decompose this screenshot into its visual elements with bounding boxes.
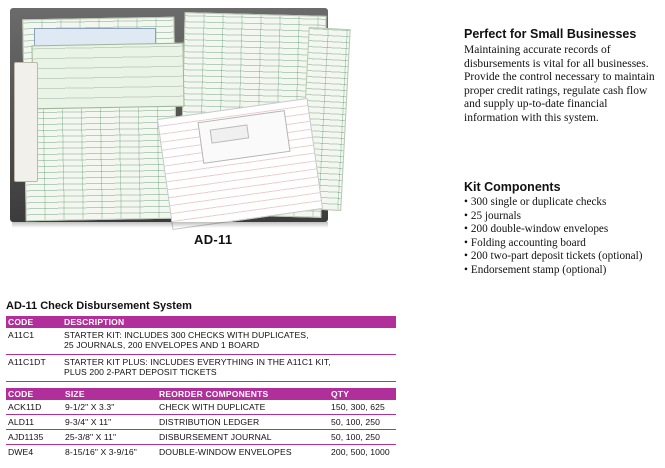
list-item: • 200 double-window envelopes <box>464 223 662 237</box>
table-row <box>6 355 396 382</box>
product-caption: AD-11 <box>194 232 233 247</box>
header-code: CODE <box>6 388 63 400</box>
header-description: DESCRIPTION <box>62 316 396 328</box>
table-row <box>6 415 396 430</box>
intro-section <box>464 27 662 125</box>
list-item: • 300 single or duplicate checks <box>464 196 662 210</box>
system-title: AD-11 Check Disbursement System <box>6 300 192 312</box>
table-header-row <box>6 316 396 328</box>
kits-table <box>6 316 396 382</box>
header-size: SIZE <box>63 388 157 400</box>
cell-component: DISTRIBUTION LEDGER <box>157 415 329 430</box>
kit-heading: Kit Components <box>464 180 561 194</box>
cell-description <box>62 355 396 382</box>
header-component: REORDER COMPONENTS <box>157 388 329 400</box>
intro-heading: Perfect for Small Businesses <box>464 27 637 41</box>
cell-component: CHECK WITH DUPLICATE <box>157 400 329 415</box>
list-item: • Endorsement stamp (optional) <box>464 264 662 278</box>
check-form <box>31 43 184 110</box>
header-qty: QTY <box>329 388 396 400</box>
description-line: STARTER KIT PLUS: INCLUDES EVERYTHING IN THE A11C1 KIT, <box>64 357 331 367</box>
cell-component: DISBURSEMENT JOURNAL <box>157 430 329 445</box>
product-photo <box>4 4 339 236</box>
cell-code: AJD1135 <box>6 430 63 445</box>
cell-description <box>62 328 396 355</box>
cell-code: DWE4 <box>8 447 34 457</box>
list-item: • Folding accounting board <box>464 237 662 251</box>
list-item: • 25 journals <box>464 210 662 224</box>
cell-size: 8-15/16" X 3-9/16" <box>65 447 137 457</box>
header-code: CODE <box>6 316 62 328</box>
cell-size: 9-3/4" X 11" <box>63 415 157 430</box>
table-row <box>6 445 396 460</box>
cell-code: ALD11 <box>6 415 63 430</box>
table-row <box>6 430 396 445</box>
table-row <box>6 328 396 355</box>
cell-code: A11C1 <box>6 328 62 355</box>
description-line: 25 JOURNALS, 200 ENVELOPES AND 1 BOARD <box>64 340 260 350</box>
cell-size: 9-1/2" X 3.3" <box>63 400 157 415</box>
description-line: PLUS 200 2-PART DEPOSIT TICKETS <box>64 367 217 377</box>
list-item: • 200 two-part deposit tickets (optional) <box>464 250 662 264</box>
cell-qty: 50, 100, 250 <box>329 415 396 430</box>
envelope-window <box>210 124 250 143</box>
binder-strap <box>14 62 38 182</box>
kit-components-section <box>464 180 662 278</box>
cell-code: A11C1DT <box>6 355 62 382</box>
cell-qty: 200, 500, 1000 <box>331 447 390 457</box>
cell-qty: 150, 300, 625 <box>329 400 396 415</box>
cell-component: DOUBLE-WINDOW ENVELOPES <box>159 447 292 457</box>
kit-list <box>464 196 662 278</box>
photo-shadow <box>12 222 328 228</box>
cell-qty: 50, 100, 250 <box>329 430 396 445</box>
intro-body: Maintaining accurate records of disbursements is vital for all businesses. Provide the control necessary to maintain proper credit ratings, regulate cash flow and supply up-to-date financial information with this system. <box>464 44 655 124</box>
cell-code: ACK11D <box>6 400 63 415</box>
reorder-table <box>6 388 396 459</box>
table-row <box>6 400 396 415</box>
cell-size: 25-3/8" X 11" <box>63 430 157 445</box>
table-header-row <box>6 388 396 400</box>
description-line: STARTER KIT: INCLUDES 300 CHECKS WITH DUPLICATES, <box>64 330 309 340</box>
